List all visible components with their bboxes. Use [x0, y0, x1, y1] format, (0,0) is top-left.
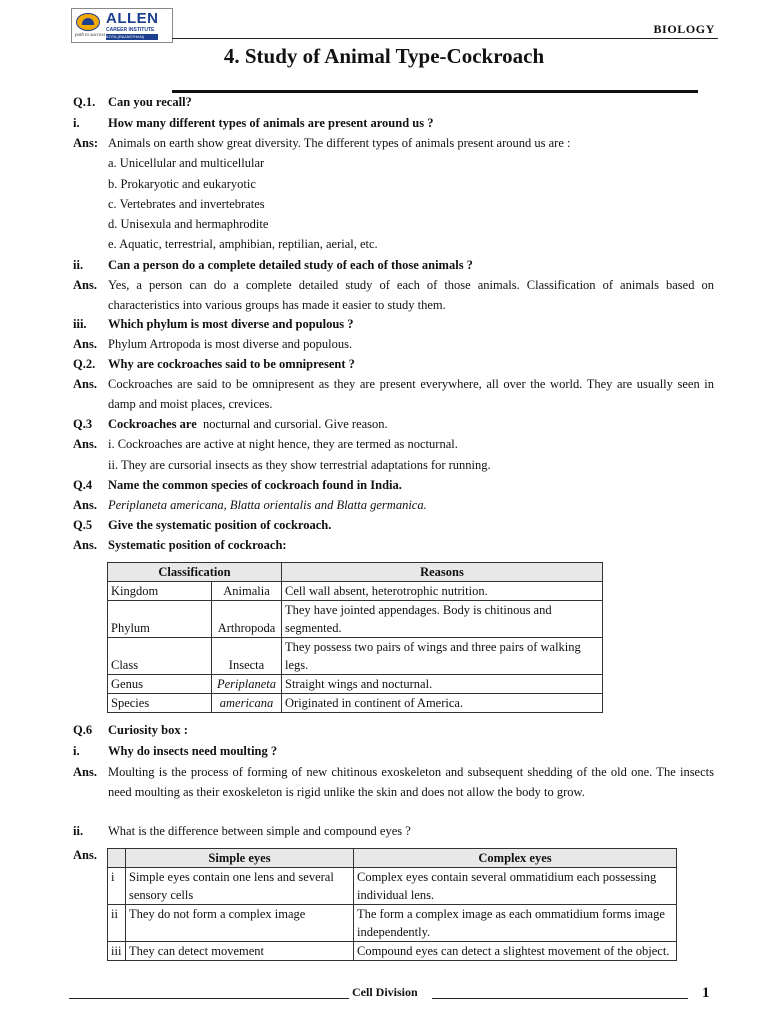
q6-text: Curiosity box :	[108, 723, 188, 737]
q6-label: Q.6	[73, 723, 93, 737]
q1-item-text: b. Prokaryotic and eukaryotic	[108, 177, 256, 191]
q2-ans-label: Ans.	[73, 377, 97, 391]
q2-label: Q.2.	[73, 357, 96, 371]
q5-ans-label: Ans.	[73, 538, 97, 552]
table-row	[108, 694, 603, 713]
table-cell: Phylum	[108, 601, 212, 638]
page-number: 1	[702, 985, 710, 1001]
q6-i-text: Why do insects need moulting ?	[108, 744, 278, 758]
table-cell: Cell wall absent, heterotrophic nutrition.	[282, 582, 603, 601]
footer-rule-left	[69, 998, 349, 999]
q5-label: Q.5	[73, 518, 93, 532]
logo-sub: CAREER INSTITUTE	[106, 27, 155, 33]
table-cell: Originated in continent of America.	[282, 694, 603, 713]
table-header: Reasons	[282, 563, 603, 582]
logo-sub2: KOTA (RAJASTHAN)	[106, 34, 158, 40]
table-cell: Simple eyes contain one lens and several sensory cells	[126, 868, 354, 905]
q1-ii-ans-text: Yes, a person can do a complete detailed study of each of those animals. Classification of animals based on characteristics into various groups has made it easier to study them.	[108, 278, 714, 312]
table-cell: They have jointed appendages. Body is chitinous and segmented.	[282, 601, 603, 638]
q3-text-rest: nocturnal and cursorial. Give reason.	[203, 417, 388, 431]
q3-text	[108, 414, 388, 434]
q1-item-text: e. Aquatic, terrestrial, amphibian, reptilian, aerial, etc.	[108, 237, 378, 251]
subject-label: BIOLOGY	[653, 22, 715, 36]
table-row	[108, 638, 603, 675]
table-row	[108, 582, 603, 601]
q1-i-label: i.	[73, 116, 80, 130]
q6-i-ans-text: Moulting is the process of forming of new chitinous exoskeleton and subsequent shedding of the old one. The insects need moulting as their exoskeleton is rigid unlike the skin and does not allow the body to grow.	[108, 765, 714, 799]
q3-ans-ii: ii. They are cursorial insects as they show terrestrial adaptations for running.	[108, 458, 491, 472]
q2-ans-text: Cockroaches are said to be omnipresent as they are present everywhere, all over the world. They are usually seen in damp and moist places, crevices.	[108, 377, 714, 411]
table-cell: Straight wings and nocturnal.	[282, 675, 603, 694]
q1-iii-ans-text: Phylum Artropoda is most diverse and populous.	[108, 337, 353, 351]
eyes-comparison-table	[107, 848, 677, 961]
q1-iii-ans-label: Ans.	[73, 337, 97, 351]
q6-i-ans-label: Ans.	[73, 765, 97, 779]
q1-ans-label: Ans:	[73, 136, 99, 150]
table-header: Complex eyes	[354, 849, 677, 868]
table-row	[108, 601, 603, 638]
table-header-row	[108, 563, 603, 582]
table-cell: The form a complex image as each ommatidium forms image independently.	[354, 905, 677, 942]
allen-logo	[71, 8, 173, 43]
table-row	[108, 675, 603, 694]
table-row	[108, 868, 677, 905]
footer-rule-right	[432, 998, 688, 999]
logo-emblem-icon	[76, 13, 100, 31]
q4-label: Q.4	[73, 478, 93, 492]
footer-chapter-label: Cell Division	[352, 985, 418, 999]
table-cell: i	[108, 868, 126, 905]
table-cell: They can detect movement	[126, 942, 354, 961]
table-cell: They do not form a complex image	[126, 905, 354, 942]
q6-ii-text: What is the difference between simple and compound eyes ?	[108, 824, 411, 838]
q4-ans-label: Ans.	[73, 498, 97, 512]
table-cell: Animalia	[212, 582, 282, 601]
table-row	[108, 905, 677, 942]
table-row	[108, 942, 677, 961]
q4-text: Name the common species of cockroach found in India.	[108, 478, 402, 492]
q1-ii-label: ii.	[73, 258, 84, 272]
q3-ans-label: Ans.	[73, 437, 97, 451]
table-cell: Species	[108, 694, 212, 713]
q4-ans-text: Periplaneta americana, Blatta orientalis and Blatta germanica.	[108, 498, 427, 512]
q1-ii-text: Can a person do a complete detailed study of each of those animals ?	[108, 258, 473, 272]
q1-iii-text: Which phylum is most diverse and populous ?	[108, 317, 354, 331]
header-divider	[172, 38, 718, 39]
table-cell: Complex eyes contain several ommatidium each possessing individual lens.	[354, 868, 677, 905]
q5-text: Give the systematic position of cockroach.	[108, 518, 332, 532]
q1-iii-label: iii.	[73, 317, 87, 331]
table-header: Classification	[108, 563, 282, 582]
q3-ans-i: i. Cockroaches are active at night hence, they are termed as nocturnal.	[108, 437, 458, 451]
q1-item-text: c. Vertebrates and invertebrates	[108, 197, 265, 211]
q1-label: Q.1.	[73, 95, 96, 109]
table-cell: Kingdom	[108, 582, 212, 601]
table-cell: Genus	[108, 675, 212, 694]
table-cell: Periplaneta	[212, 675, 282, 694]
q6-ii-ans-label: Ans.	[73, 848, 97, 862]
table-cell: iii	[108, 942, 126, 961]
q2-text: Why are cockroaches said to be omnipresent ?	[108, 357, 355, 371]
q1-text: Can you recall?	[108, 95, 192, 109]
table-cell: americana	[212, 694, 282, 713]
table-cell: They possess two pairs of wings and three pairs of walking legs.	[282, 638, 603, 675]
q3-label: Q.3	[73, 417, 93, 431]
q1-item-text: a. Unicellular and multicellular	[108, 156, 265, 170]
logo-brand: ALLEN	[106, 10, 159, 27]
q6-i-label: i.	[73, 744, 80, 758]
table-cell: Insecta	[212, 638, 282, 675]
q3-text-bold: Cockroaches are	[108, 417, 197, 431]
classification-table	[107, 562, 603, 713]
title-underline	[172, 90, 698, 93]
q1-i-text: How many different types of animals are present around us ?	[108, 116, 434, 130]
q1-ii-ans-label: Ans.	[73, 278, 97, 292]
table-cell: Arthropoda	[212, 601, 282, 638]
table-cell: Compound eyes can detect a slightest movement of the object.	[354, 942, 677, 961]
table-cell: Class	[108, 638, 212, 675]
q1-ans-text: Animals on earth show great diversity. The different types of animals present around us are :	[108, 136, 571, 150]
table-header: Simple eyes	[126, 849, 354, 868]
logo-tagline: path to success	[75, 33, 106, 38]
table-header-row	[108, 849, 677, 868]
table-header	[108, 849, 126, 868]
q1-item-text: d. Unisexula and hermaphrodite	[108, 217, 269, 231]
page-title: 4. Study of Animal Type-Cockroach	[223, 44, 545, 68]
q6-ii-label: ii.	[73, 824, 84, 838]
q5-ans-text: Systematic position of cockroach:	[108, 538, 287, 552]
table-cell: ii	[108, 905, 126, 942]
